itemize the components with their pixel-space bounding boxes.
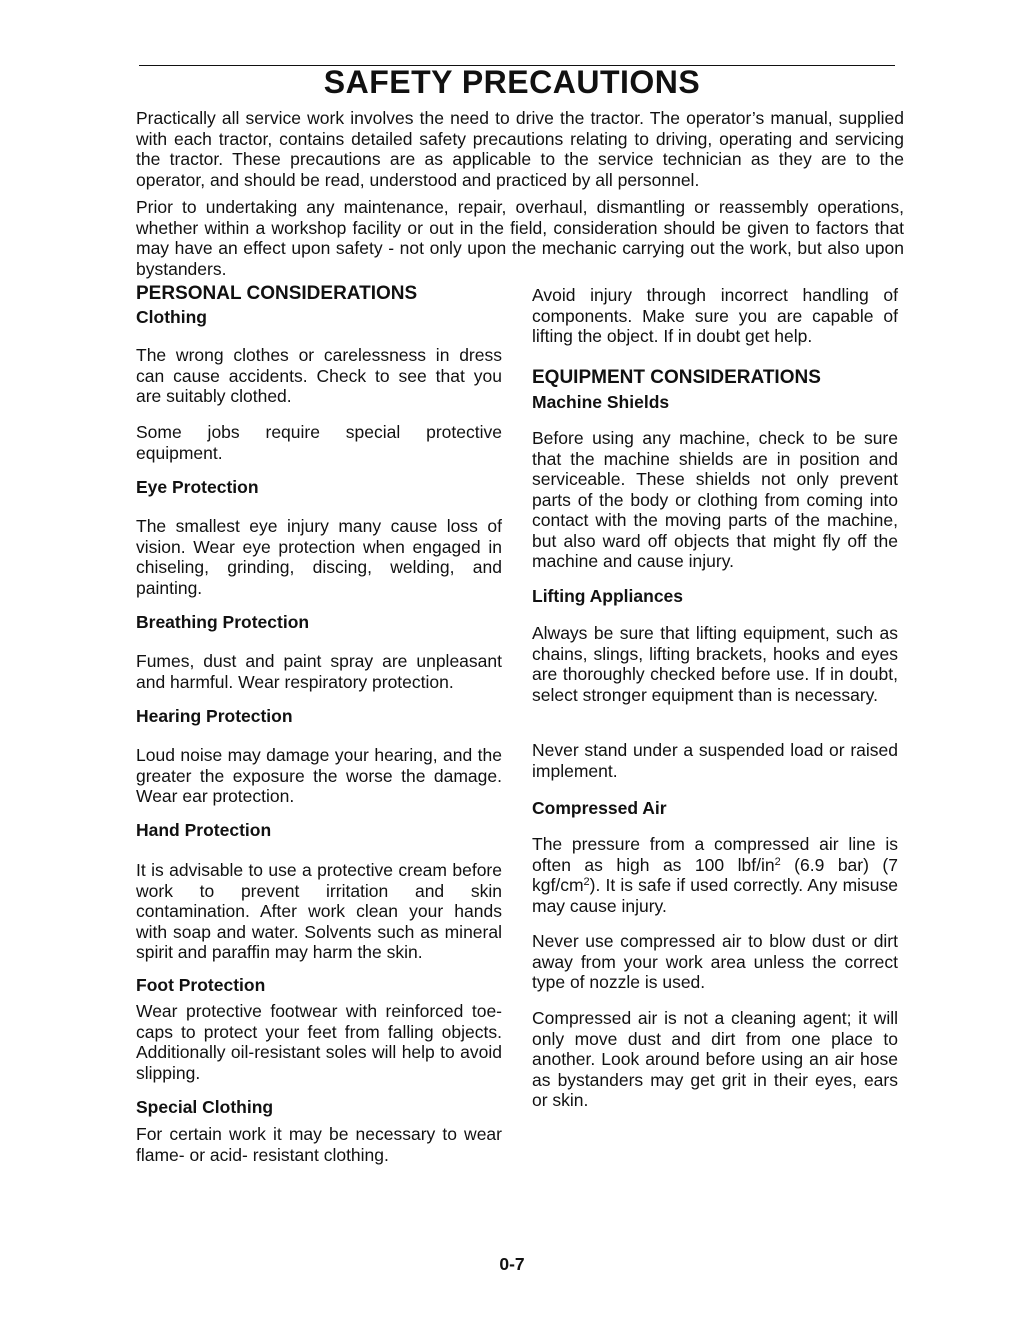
clothing-paragraph-1: The wrong clothes or carelessness in dress can cause accidents. Check to see that you are suitably clothed. <box>136 345 502 406</box>
special-clothing-text: For certain work it may be necessary to wear flame- or acid- resistant clothing. <box>136 1124 502 1165</box>
compressed-air-paragraph-3: Compressed air is not a cleaning agent; it will only move dust and dirt from one place to another. Look around before using an air hose as bystanders may get grit in their eyes, ears or skin. <box>532 1008 898 1110</box>
compressed-air-paragraph-2: Never use compressed air to blow dust or dirt away from your work area unless the correct type of nozzle is used. <box>532 931 898 992</box>
foot-protection-heading: Foot Protection <box>136 975 266 995</box>
clothing-heading: Clothing <box>136 307 207 327</box>
personal-considerations-heading: PERSONAL CONSIDERATIONS <box>136 283 418 304</box>
machine-shields-text: Before using any machine, check to be sure that the machine shields are in position and serviceable. These shields not only prevent parts of the body or clothing from coming into contact with the moving parts of the machine, but also ward off objects that might fly off the machine and cause injury. <box>532 428 898 571</box>
compressed-air-heading: Compressed Air <box>532 798 667 818</box>
compressed-air-text-a: The pressure from a compressed air line is often as high as 100 lbf/in <box>532 834 898 875</box>
breathing-protection-text: Fumes, dust and paint spray are unpleasant and harmful. Wear respiratory protection. <box>136 651 502 692</box>
compressed-air-text-b: (6.9 bar) (7 kgf/cm <box>532 854 898 895</box>
hearing-protection-text: Loud noise may damage your hearing, and the greater the exposure the worse the damage. Wear ear protection. <box>136 745 502 806</box>
page-number: 0-7 <box>499 1254 525 1274</box>
superscript-2: 2 <box>583 876 590 888</box>
eye-protection-text: The smallest eye injury many cause loss of vision. Wear eye protection when engaged in chiseling, grinding, discing, welding, and painting. <box>136 516 502 598</box>
handling-text: Avoid injury through incorrect handling of components. Make sure you are capable of lifting the object. If in doubt get help. <box>532 285 898 346</box>
eye-protection-heading: Eye Protection <box>136 477 259 497</box>
lifting-appliances-paragraph-1: Always be sure that lifting equipment, such as chains, slings, lifting brackets, hooks and eyes are thoroughly checked before use. If in doubt, select stronger equipment than is necessary. <box>532 623 898 705</box>
foot-protection-text: Wear protective footwear with reinforced toe-caps to protect your feet from falling objects. Additionally oil-resistant soles will help to avoid slipping. <box>136 1001 502 1083</box>
clothing-paragraph-2: Some jobs require special protective equipment. <box>136 422 502 463</box>
machine-shields-heading: Machine Shields <box>532 392 670 412</box>
hand-protection-text: It is advisable to use a protective cream before work to prevent irritation and skin contamination. After work clean your hands with soap and water. Solvents such as mineral spirit and paraffin may harm the skin. <box>136 860 502 962</box>
equipment-considerations-heading: EQUIPMENT CONSIDERATIONS <box>532 367 821 388</box>
hand-protection-heading: Hand Protection <box>136 820 272 840</box>
compressed-air-paragraph-1 <box>532 834 898 916</box>
special-clothing-heading: Special Clothing <box>136 1097 274 1117</box>
intro-paragraph-2: Prior to undertaking any maintenance, repair, overhaul, dismantling or reassembly operations, whether within a workshop facility or out in the field, consideration should be given to factors that may have an effect upon safety - not only upon the mechanic carrying out the work, but also upon bystanders. <box>136 197 904 279</box>
hearing-protection-heading: Hearing Protection <box>136 706 293 726</box>
lifting-appliances-paragraph-2: Never stand under a suspended load or raised implement. <box>532 740 898 781</box>
superscript-2: 2 <box>774 855 781 868</box>
page-title: SAFETY PRECAUTIONS <box>323 64 701 100</box>
lifting-appliances-heading: Lifting Appliances <box>532 586 684 606</box>
breathing-protection-heading: Breathing Protection <box>136 612 310 632</box>
compressed-air-text-c: ). It is safe if used correctly. Any misuse may cause injury. <box>532 875 898 916</box>
intro-paragraph-1: Practically all service work involves the need to drive the tractor. The operator’s manual, supplied with each tractor, contains detailed safety precautions relating to driving, operating and servicing the tractor. These precautions are as applicable to the service technician as they are to the operator, and should be read, understood and practiced by all personnel. <box>136 108 904 190</box>
